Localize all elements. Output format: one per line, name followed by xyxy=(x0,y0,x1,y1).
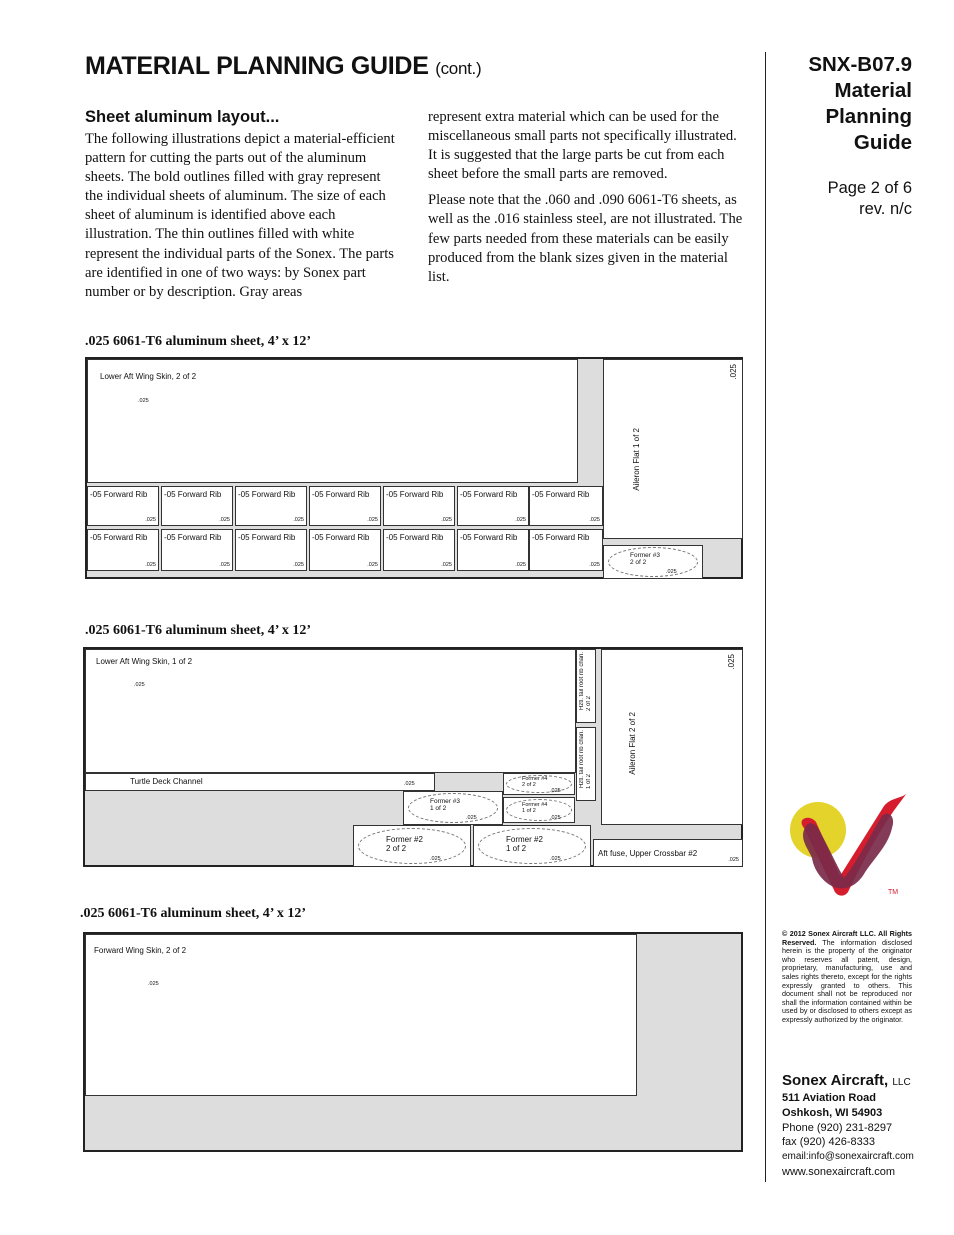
former-3-1: Former #3 1 of 2 .025 xyxy=(403,791,503,825)
forward-wing-skin-2: Forward Wing Skin, 2 of 2 .025 xyxy=(85,934,637,1096)
tail-root-rib-channel-2: Hztl. tail root rib chan. 2 of 2 xyxy=(576,649,596,723)
company-name: Sonex Aircraft, LLC xyxy=(782,1072,911,1089)
forward-rib: -05 Forward Rib .025 xyxy=(309,529,381,571)
sheet-1-caption: .025 6061-T6 aluminum sheet, 4’ x 12’ xyxy=(85,334,312,349)
tail-root-rib-channel-1: Hztl. tail root rib chan. 1 of 2 xyxy=(576,727,596,801)
page-title: MATERIAL PLANNING GUIDE (cont.) xyxy=(85,52,482,80)
aileron-flat-1: Aileron Flat 1 of 2 .025 xyxy=(603,359,743,539)
former-3-2: Former #3 2 of 2 .025 xyxy=(603,545,703,579)
former-4-2: Former #4 2 of 2 .025 xyxy=(503,773,575,795)
forward-rib: -05 Forward Rib .025 xyxy=(235,486,307,526)
sonex-logo xyxy=(788,788,918,900)
forward-rib: -05 Forward Rib .025 xyxy=(457,529,529,571)
forward-rib: -05 Forward Rib .025 xyxy=(235,529,307,571)
aft-fuse-upper-crossbar: Aft fuse, Upper Crossbar #2 .025 xyxy=(593,839,743,867)
page-info: Page 2 of 6 rev. n/c xyxy=(827,179,912,218)
former-2-2: Former #2 2 of 2 .025 xyxy=(353,825,471,867)
lower-aft-wing-skin-2: Lower Aft Wing Skin, 2 of 2 .025 xyxy=(87,359,578,483)
sheet-2-caption: .025 6061-T6 aluminum sheet, 4’ x 12’ xyxy=(85,623,312,638)
svg-text:TM: TM xyxy=(888,889,899,896)
former-4-1: Former #4 1 of 2 .025 xyxy=(503,797,575,823)
intro-paragraph-1: The following illustrations depict a material-efficient pattern for cutting the parts out of the aluminum sheets. The bold outlines filled with gray represent the individual sheets of aluminum. The size of each sheet of aluminum is identified above each illustration. The thin outlines filled with white represent the individual parts of the Sonex. The parts are identified in one of two ways: by Sonex part number or by description. Gray areas xyxy=(85,131,395,300)
forward-rib: -05 Forward Rib .025 xyxy=(383,529,455,571)
former-2-1: Former #2 1 of 2 .025 xyxy=(473,825,591,867)
intro-paragraph-3: Please note that the .060 and .090 6061-T6 sheets, as well as the .016 stainless steel, are not illustrated. The few parts needed from these materials can be easily produced from the blank sizes given in the material list. xyxy=(428,192,743,285)
forward-rib: -05 Forward Rib .025 xyxy=(87,486,159,526)
turtle-deck-channel: Turtle Deck Channel .025 xyxy=(85,773,435,791)
forward-rib: -05 Forward Rib .025 xyxy=(529,529,603,571)
forward-rib: -05 Forward Rib .025 xyxy=(383,486,455,526)
forward-rib: -05 Forward Rib .025 xyxy=(457,486,529,526)
intro-column-2 xyxy=(428,108,744,294)
sheet-3-caption: .025 6061-T6 aluminum sheet, 4’ x 12’ xyxy=(80,906,307,921)
document-title: SNX-B07.9 Material Planning Guide xyxy=(808,53,912,154)
sheet-2 xyxy=(83,647,743,867)
forward-rib: -05 Forward Rib .025 xyxy=(87,529,159,571)
copyright-notice: © 2012 Sonex Aircraft LLC. All Rights Reserved. The information disclosed herein is the property of the originator who reserves all patent, design, proprietary, manufacturing, use and sales rights thereto, except for the rights expressly granted to others. This document shall not be reproduced nor shall the information contained within be used by or disclosed to others except as expressly authorized by the originator. xyxy=(782,929,912,1024)
sheet-3 xyxy=(83,932,743,1152)
lower-aft-wing-skin-1: Lower Aft Wing Skin, 1 of 2 .025 xyxy=(85,649,576,773)
forward-rib: -05 Forward Rib .025 xyxy=(161,529,233,571)
intro-paragraph-2: represent extra material which can be used for the miscellaneous small parts not specifically illustrated. It is suggested that the large parts be cut from each sheet before the small parts are removed. xyxy=(428,109,737,183)
forward-rib: -05 Forward Rib .025 xyxy=(161,486,233,526)
forward-rib: -05 Forward Rib .025 xyxy=(529,486,603,526)
section-heading: Sheet aluminum layout... xyxy=(85,108,280,126)
sheet-1 xyxy=(85,357,743,579)
aileron-flat-2: Aileron Flat 2 of 2 .025 xyxy=(601,649,743,825)
forward-rib: -05 Forward Rib .025 xyxy=(309,486,381,526)
company-address: 511 Aviation Road Oshkosh, WI 54903 Phone (920) 231-8297 fax (920) 426-8333 email:info@sonexaircraft.com www.sonexaircraft.com xyxy=(782,1092,914,1178)
sidebar-divider xyxy=(765,52,766,1182)
